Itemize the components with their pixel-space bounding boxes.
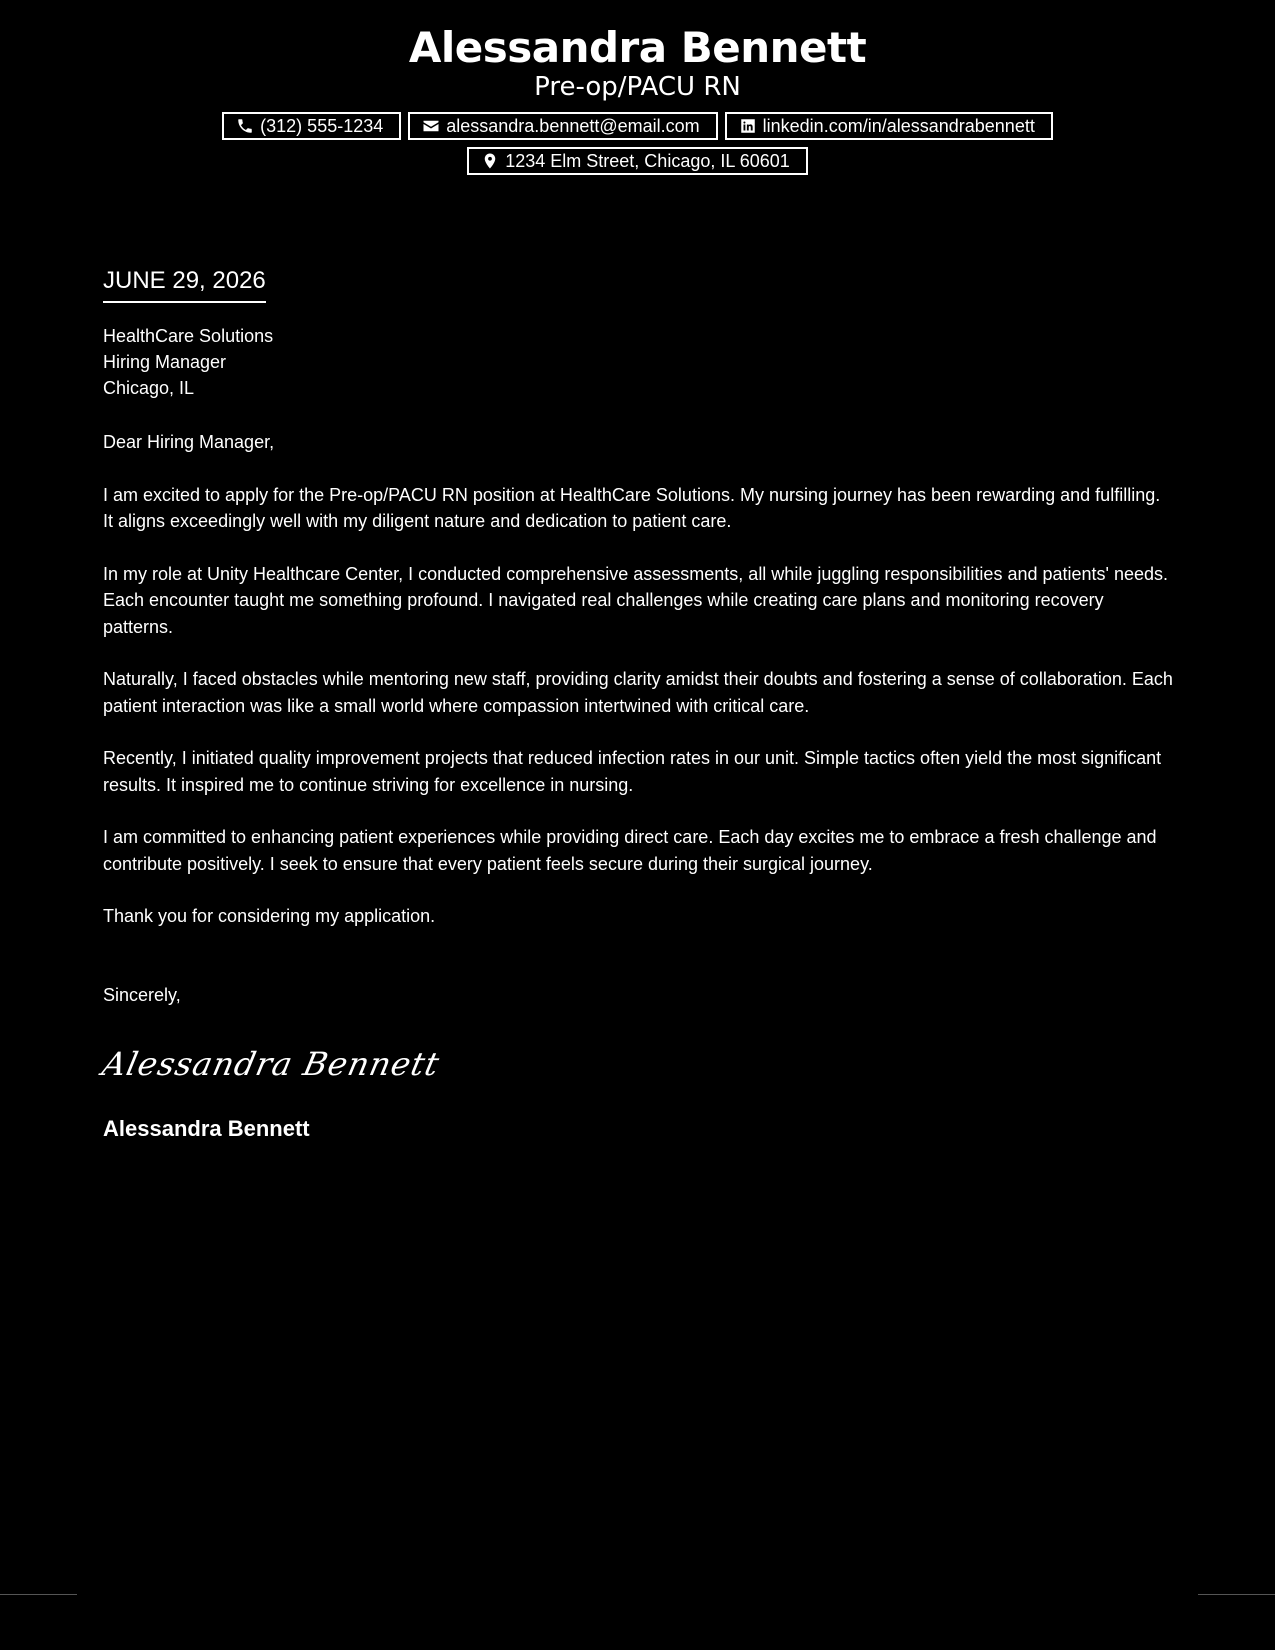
phone-text: (312) 555-1234	[260, 116, 384, 136]
linkedin-icon	[739, 117, 757, 135]
letter-header	[0, 0, 1275, 175]
recipient-block	[103, 323, 1173, 401]
signature-image: Alessandra Bennett	[98, 1045, 444, 1083]
footer-divider	[1198, 1594, 1275, 1595]
recipient-company: HealthCare Solutions	[103, 326, 274, 346]
applicant-name: Alessandra Bennett	[408, 23, 867, 72]
recipient-role: Hiring Manager	[103, 352, 227, 372]
paragraph: I am committed to enhancing patient experiences while providing direct care. Each day excites me to embrace a fresh challenge and contribute positively. I seek to ensure that every patient feels secure during their surgical journey.	[103, 827, 1157, 874]
linkedin-text: linkedin.com/in/alessandrabennett	[762, 116, 1035, 136]
paragraph: In my role at Unity Healthcare Center, I conducted comprehensive assessments, all while juggling responsibilities and patients' needs. Each encounter taught me something profound. I navigated real challenges while creating care plans and monitoring recovery patterns.	[103, 563, 1168, 637]
paragraph: Recently, I initiated quality improvement projects that reduced infection rates in our unit. Simple tactics often yield the most significant results. It inspired me to continue striving for excellence in nursing.	[103, 748, 1162, 795]
map-marker-icon	[481, 152, 499, 170]
contact-email[interactable]	[408, 112, 717, 140]
envelope-icon	[422, 117, 440, 135]
letter-body	[98, 265, 1173, 1144]
paragraph: Naturally, I faced obstacles while mentoring new staff, providing clarity amidst their doubts and fostering a sense of collaboration. Each patient interaction was like a small world where compassion intertwined with critical care.	[103, 669, 1173, 716]
phone-icon	[236, 117, 254, 135]
applicant-title: Pre-op/PACU RN	[534, 72, 741, 102]
contact-linkedin[interactable]	[725, 112, 1053, 140]
contact-address[interactable]	[467, 147, 808, 175]
footer-divider	[0, 1594, 77, 1595]
letter-date: JUNE 29, 2026	[103, 265, 266, 303]
signer-name: Alessandra Bennett	[103, 1116, 310, 1141]
contact-phone[interactable]	[222, 112, 401, 140]
contact-row	[0, 147, 1275, 175]
greeting: Dear Hiring Manager,	[103, 432, 275, 452]
paragraph: Thank you for considering my application.	[103, 906, 436, 926]
address-text: 1234 Elm Street, Chicago, IL 60601	[505, 151, 790, 171]
email-text: alessandra.bennett@email.com	[446, 116, 700, 136]
recipient-location: Chicago, IL	[103, 378, 195, 398]
paragraph: I am excited to apply for the Pre-op/PACU RN position at HealthCare Solutions. My nursing journey has been rewarding and fulfilling. It aligns exceedingly well with my diligent nature and dedication to patient care.	[103, 484, 1161, 531]
contact-row	[0, 112, 1275, 140]
closing: Sincerely,	[103, 984, 181, 1005]
